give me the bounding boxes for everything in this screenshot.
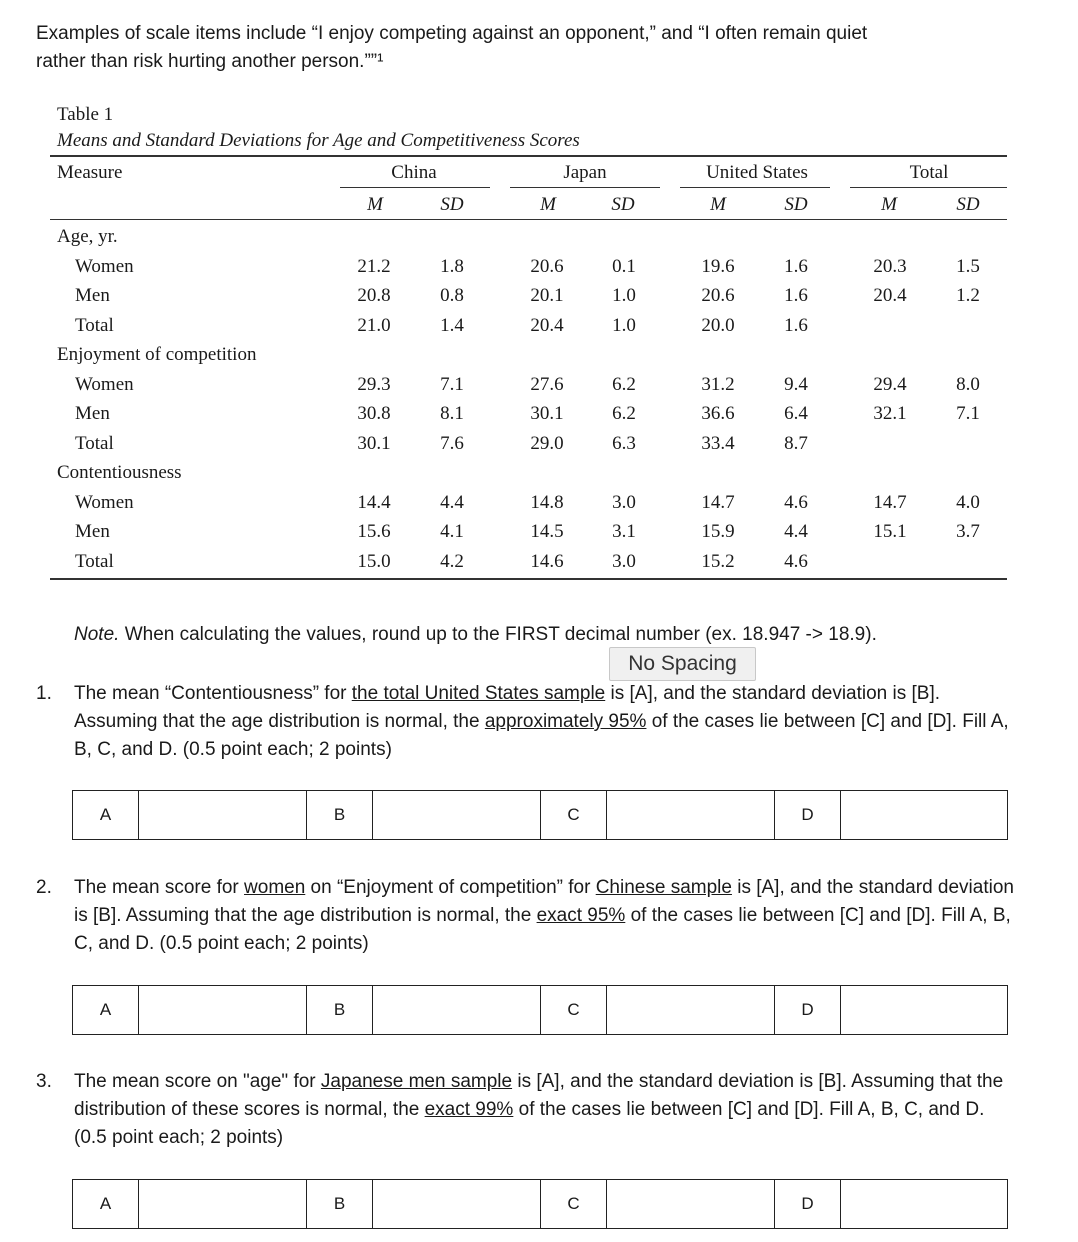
answer-cell-a[interactable] [139,1180,307,1228]
section-title: Enjoyment of competition [57,344,257,365]
subheader: M [540,194,556,215]
table-cell: 8.0 [956,373,980,395]
note [74,624,877,646]
subheader: M [710,194,726,215]
answer-cell-c[interactable] [607,986,775,1034]
table-cell: 32.1 [873,403,907,424]
table-label: Table 1 [57,104,114,125]
row-label: Women [75,255,134,277]
question-text: is [A], and the standard deviation is [B]. Assuming that the distribution of these scores is normal, the [74,1071,1004,1120]
underlined-text: the total United States sample [351,683,606,704]
table-cell: 20.8 [357,285,391,306]
question-number: 3. [36,1071,52,1092]
table-cell: 20.1 [530,285,564,306]
question-text: The mean “Contentiousness” for [74,683,352,704]
table-cell: 20.6 [701,285,735,306]
table-cell: 21.0 [357,314,391,336]
answer-box [72,1179,1008,1229]
table-cell: 29.0 [530,432,564,454]
table-cell: 4.4 [440,491,464,513]
question-text: of the cases lie between [C] and [D]. Fill A, B, C, and D. (0.5 point each; 2 points) [74,711,1009,760]
header-group: United States [706,162,808,183]
answer-label-c: C [541,1180,607,1228]
row-label: Total [75,550,114,572]
answer-label-b: B [307,1180,373,1228]
table-cell: 1.5 [956,255,980,277]
table-cell: 14.4 [357,491,391,513]
question-text: is [A], and the standard deviation is [B]. Assuming that the age distribution is normal, the [74,683,941,732]
answer-input-a[interactable] [139,1179,306,1229]
intro-line-1: Examples of scale items include “I enjoy competing against an opponent,” and “I often remain quiet [36,23,868,44]
style-tooltip: No Spacing [609,647,756,681]
note-label: Note. [74,624,120,645]
table-cell: 6.2 [612,403,636,424]
answer-cell-c[interactable] [607,1180,775,1228]
question [36,680,1014,764]
answer-cell-b[interactable] [373,791,541,839]
group-underline [340,187,490,188]
subheader: SD [611,194,635,215]
table-cell: 6.3 [612,432,636,454]
table-cell: 1.4 [440,314,464,336]
table-cell: 4.1 [440,521,464,542]
table-cell: 27.6 [530,373,564,395]
answer-label-c: C [541,986,607,1034]
question-number: 2. [36,877,52,898]
question-text: is [A], and the standard deviation is [B]. Assuming that the age distribution is normal, the [74,877,1014,926]
question-text: of the cases lie between [C] and [D]. Fill A, B, C, and D. (0.5 point each; 2 points) [74,1099,985,1148]
answer-label-d: D [775,791,841,839]
row-label: Men [75,285,110,306]
answer-input-b[interactable] [373,1179,540,1229]
table-cell: 1.2 [956,285,980,306]
question-text: of the cases lie between [C] and [D]. Fill A, B, C, and D. (0.5 point each; 2 points) [74,905,1011,954]
subheader: SD [784,194,808,215]
intro-paragraph [36,20,1046,76]
intro-line-2: rather than risk hurting another person.””¹ [36,51,384,72]
table-cell: 20.3 [873,255,907,277]
question-text: The mean score on "age" for [74,1071,321,1092]
table-cell: 3.0 [612,491,636,513]
header-group: Japan [563,162,607,183]
subheader: SD [440,194,464,215]
table-cell: 7.1 [440,373,464,395]
table-cell: 20.4 [530,314,564,336]
table-cell: 0.8 [440,285,464,306]
answer-input-c[interactable] [607,790,774,840]
underlined-text: women [244,877,306,898]
answer-input-a[interactable] [139,985,306,1035]
row-label: Total [75,432,114,454]
answer-label-a: A [73,1180,139,1228]
table-caption: Means and Standard Deviations for Age and Competitiveness Scores [57,130,580,151]
table-cell: 15.9 [701,521,735,542]
table-cell: 31.2 [701,373,735,395]
table-cell: 4.0 [956,491,980,513]
row-label: Women [75,491,134,513]
table-cell: 7.1 [956,403,980,424]
group-underline [680,187,830,188]
table-cell: 20.4 [873,285,907,306]
answer-cell-d[interactable] [841,791,1007,839]
table-cell: 1.6 [784,314,808,336]
table-cell: 19.6 [701,255,735,277]
answer-cell-a[interactable] [139,986,307,1034]
row-label: Women [75,373,134,395]
answer-input-b[interactable] [373,985,540,1035]
question-number: 1. [36,683,52,704]
table-cell: 3.0 [612,550,636,572]
table-cell: 1.0 [612,285,636,306]
section-title: Age, yr. [57,226,118,247]
answer-label-a: A [73,791,139,839]
answer-label-d: D [775,986,841,1034]
table-cell: 30.1 [357,432,391,454]
answer-box [72,985,1008,1035]
group-underline [510,187,660,188]
answer-cell-d[interactable] [841,986,1007,1034]
answer-box [72,790,1008,840]
answer-input-a[interactable] [139,790,306,840]
section-title: Contentiousness [57,462,182,483]
answer-input-c[interactable] [607,985,774,1035]
question-text: on “Enjoyment of competition” for [305,877,596,898]
table-cell: 14.8 [530,491,564,513]
header-group: China [391,162,437,183]
table-cell: 4.6 [784,491,808,513]
table-cell: 1.8 [440,255,464,277]
table-cell: 33.4 [701,432,735,454]
underlined-text: exact 95% [536,905,626,926]
table-cell: 6.2 [612,373,636,395]
table-cell: 14.5 [530,521,564,542]
table-cell: 20.0 [701,314,735,336]
table-cell: 7.6 [440,432,464,454]
header-measure: Measure [57,162,123,183]
answer-input-d[interactable] [841,1179,1007,1229]
table-cell: 15.1 [873,521,907,542]
underlined-text: Chinese sample [595,877,732,898]
table-cell: 14.7 [701,491,735,513]
row-label: Men [75,521,110,542]
table-cell: 3.1 [612,521,636,542]
underlined-text: exact 99% [424,1099,514,1120]
answer-input-d[interactable] [841,985,1007,1035]
table-cell: 29.4 [873,373,907,395]
table-cell: 9.4 [784,373,808,395]
answer-label-d: D [775,1180,841,1228]
answer-label-c: C [541,791,607,839]
answer-label-a: A [73,986,139,1034]
answer-cell-a[interactable] [139,791,307,839]
table-cell: 14.7 [873,491,907,513]
table-cell: 20.6 [530,255,564,277]
table-top-rule [50,155,1007,157]
group-underline [850,187,1007,188]
subheader: SD [956,194,980,215]
question-text: The mean score for [74,877,245,898]
table-cell: 6.4 [784,403,808,424]
answer-cell-d[interactable] [841,1180,1007,1228]
table-cell: 29.3 [357,373,391,395]
row-label: Men [75,403,110,424]
table-cell: 8.7 [784,432,808,454]
table-cell: 0.1 [612,255,636,277]
answer-label-b: B [307,986,373,1034]
table-cell: 4.4 [784,521,808,542]
table-cell: 3.7 [956,521,980,542]
subheader: M [881,194,897,215]
answer-input-c[interactable] [607,1179,774,1229]
table-cell: 1.0 [612,314,636,336]
answer-input-d[interactable] [841,790,1007,840]
underlined-text: Japanese men sample [320,1071,513,1092]
table-bottom-rule [50,578,1007,580]
table-cell: 15.6 [357,521,391,542]
note-text: When calculating the values, round up to the FIRST decimal number (ex. 18.947 -> 18.9). [119,624,877,645]
table-cell: 4.2 [440,550,464,572]
table-cell: 15.0 [357,550,391,572]
table-cell: 30.8 [357,403,391,424]
table-cell: 1.6 [784,285,808,306]
table-cell: 8.1 [440,403,464,424]
table-cell: 30.1 [530,403,564,424]
subheader: M [367,194,383,215]
header-group: Total [909,162,949,183]
underlined-text: approximately 95% [484,711,647,732]
answer-cell-b[interactable] [373,986,541,1034]
table-cell: 4.6 [784,550,808,572]
table-cell: 1.6 [784,255,808,277]
question [36,874,1014,958]
answer-input-b[interactable] [373,790,540,840]
table-cell: 36.6 [701,403,735,424]
answer-cell-c[interactable] [607,791,775,839]
header-rule [50,219,1007,220]
row-label: Total [75,314,114,336]
table-cell: 21.2 [357,255,391,277]
table-cell: 15.2 [701,550,735,572]
answer-cell-b[interactable] [373,1180,541,1228]
answer-label-b: B [307,791,373,839]
question [36,1068,1014,1152]
table-cell: 14.6 [530,550,564,572]
